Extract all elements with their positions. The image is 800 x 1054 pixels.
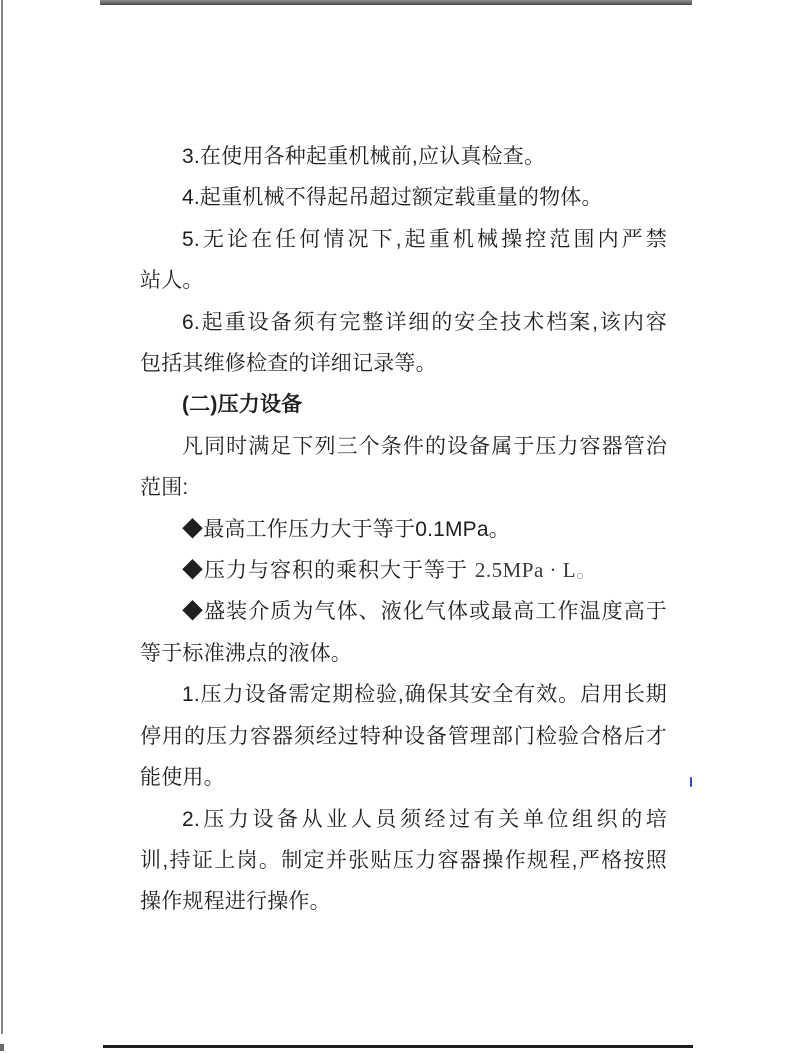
bullet-item-1 — [140, 509, 667, 550]
text-run: 2.压力设备从业人员须经过有关单位组织的培 — [182, 807, 667, 831]
text-run: 能使用。 — [140, 766, 225, 790]
bullet-item-2 — [140, 550, 667, 591]
list-item-4 — [140, 177, 667, 218]
text-run: 训,持证上岗。制定并张贴压力容器操作规程,严格按照 — [140, 848, 667, 872]
text-run: ◆最高工作压力大于等于0.1MPa。 — [182, 517, 510, 541]
text-run: ◆盛装介质为气体、液化气体或最高工作温度高于 — [182, 600, 667, 624]
cursor-caret-mark — [690, 777, 692, 787]
text-run: 凡同时满足下列三个条件的设备属于压力容器管治 — [182, 434, 667, 458]
text-run: ◆压力与容积的乘积大于等于 — [182, 559, 475, 583]
rule-item-2-cont2 — [140, 881, 667, 922]
bullet-item-3-cont — [140, 633, 667, 674]
bullet-item-3 — [140, 591, 667, 632]
text-run: 范围: — [140, 476, 189, 500]
list-item-6-cont — [140, 343, 667, 384]
list-item-6 — [140, 302, 667, 343]
page-bottom-edge — [103, 1045, 693, 1048]
text-run: 等于标准沸点的液体。 — [140, 641, 352, 665]
text-run: (二)压力设备 — [182, 393, 303, 417]
text-run: 1.压力设备需定期检验,确保其安全有效。启用长期 — [182, 683, 667, 707]
text-run: 2.5MPa · L — [474, 558, 577, 583]
text-run: 4.起重机械不得起吊超过额定载重量的物体。 — [182, 186, 603, 210]
text-run: 包括其维修检查的详细记录等。 — [140, 352, 437, 376]
rule-item-2 — [140, 799, 667, 840]
text-run: 停用的压力容器须经过特种设备管理部门检验合格后才 — [140, 724, 667, 748]
text-column — [140, 136, 667, 923]
text-run: 。 — [576, 558, 598, 583]
list-item-5 — [140, 219, 667, 260]
text-run: 5.无论在任何情况下,起重机械操控范围内严禁 — [182, 227, 667, 251]
paragraph-intro-cont — [140, 467, 667, 508]
list-item-5-cont — [140, 260, 667, 301]
text-run: 站人。 — [140, 269, 204, 293]
text-run: 6.起重设备须有完整详细的安全技术档案,该内容 — [182, 310, 667, 334]
page-top-edge — [100, 0, 692, 5]
rule-item-2-cont — [140, 840, 667, 881]
text-run: 操作规程进行操作。 — [140, 890, 331, 914]
rule-item-1-cont — [140, 716, 667, 757]
page-left-edge — [1, 0, 3, 1034]
text-run: 3.在使用各种起重机械前,应认真检查。 — [182, 145, 546, 168]
section-heading — [140, 384, 667, 425]
rule-item-1 — [140, 674, 667, 715]
rule-item-1-cont2 — [140, 757, 667, 798]
paragraph-intro — [140, 426, 667, 467]
list-item-3 — [140, 136, 667, 177]
page-left-corner-mark — [0, 1044, 4, 1051]
